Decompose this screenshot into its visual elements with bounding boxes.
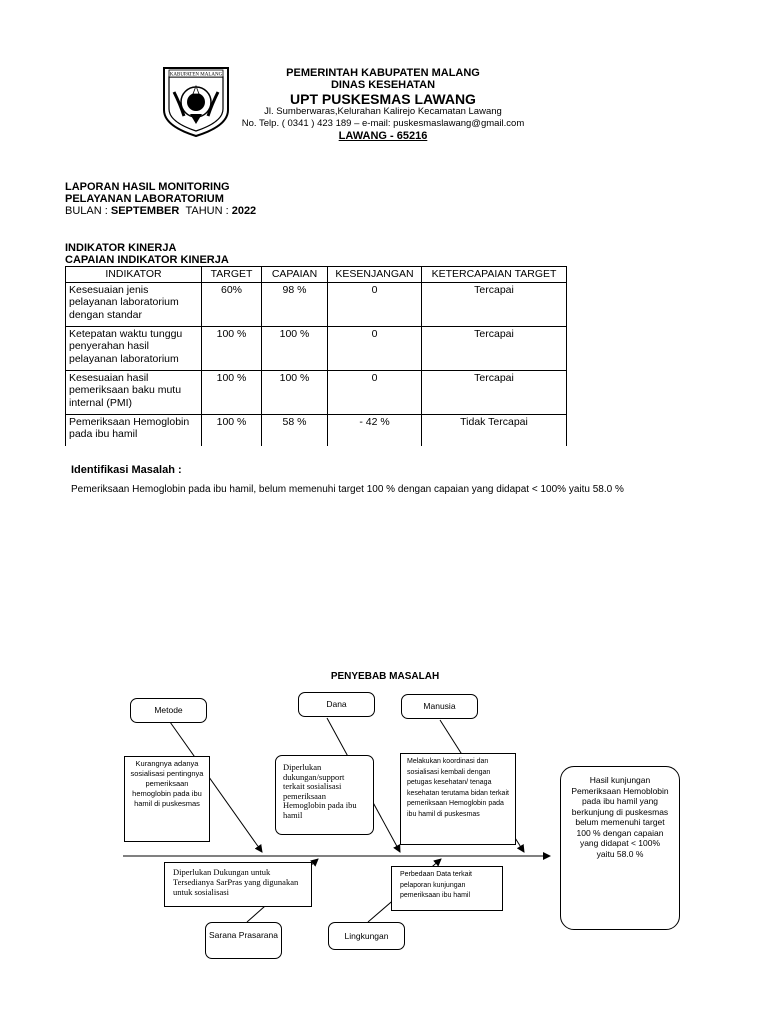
identifikasi-text: Pemeriksaan Hemoglobin pada ibu hamil, belum memenuhi target 100 % dengan capaian yang didapat < 100% yaitu 58.0 %: [71, 484, 624, 495]
report-title-2: PELAYANAN LABORATORIUM: [65, 193, 224, 205]
cell-capaian: 98 %: [262, 282, 328, 326]
header-city: LAWANG - 65216: [338, 130, 428, 142]
effect-box: Hasil kunjungan Pemeriksaan Hemoblobin pada ibu hamil yang berkunjung di puskesmas belum memenuhi target 100 % dengan capaian yang didapat < 100% yaitu 58.0 %: [560, 766, 680, 930]
cell-ketercapaian: Tidak Tercapai: [422, 414, 567, 446]
header-contact: No. Telp. ( 0341 ) 423 189 – e-mail: puskesmaslawang@gmail.com: [241, 118, 525, 129]
cell-indikator: Ketepatan waktu tunggu penyerahan hasil pelayanan laboratorium: [66, 326, 202, 370]
header-ketercapaian: KETERCAPAIAN TARGET: [422, 267, 567, 283]
diagram-title: PENYEBAB MASALAH: [330, 671, 440, 682]
bulan-value: SEPTEMBER: [110, 205, 180, 217]
header-kesenjangan: KESENJANGAN: [328, 267, 422, 283]
cell-target: 100 %: [202, 414, 262, 446]
header-target: TARGET: [202, 267, 262, 283]
category-metode: Metode: [130, 698, 207, 723]
cell-ketercapaian: Tercapai: [422, 282, 567, 326]
header-puskesmas: UPT PUSKESMAS LAWANG: [290, 91, 476, 107]
cell-indikator: Kesesuaian jenis pelayanan laboratorium dengan standar: [66, 282, 202, 326]
bulan-label: BULAN :: [65, 205, 108, 217]
cause-dana: Diperlukan dukungan/support terkait sosialisasi pemeriksaan Hemoglobin pada ibu hamil: [275, 755, 374, 835]
category-dana: Dana: [298, 692, 375, 717]
cell-target: 60%: [202, 282, 262, 326]
cause-sarana: Diperlukan Dukungan untuk Tersedianya SarPras yang digunakan untuk sosialisasi: [164, 862, 312, 907]
cause-metode: Kurangnya adanya sosialisasi pentingnya pemeriksaan hemoglobin pada ibu hamil di puskesmas: [124, 756, 210, 842]
category-manusia: Manusia: [401, 694, 478, 719]
cause-manusia: Melakukan koordinasi dan sosialisasi kembali dengan petugas kesehatan/ tenaga kesehatan terutama bidan terkait pemeriksaan Hemoglobin pada ibu hamil di puskesmas: [400, 753, 516, 845]
header-government: PEMERINTAH KABUPATEN MALANG: [286, 67, 480, 79]
tahun-value: 2022: [231, 205, 257, 217]
logo-text: KABUPATEN MALANG: [169, 72, 223, 78]
section-indikator: INDIKATOR KINERJA: [65, 242, 177, 254]
header-capaian: CAPAIAN: [262, 267, 328, 283]
cell-kesenjangan: 0: [328, 326, 422, 370]
cell-capaian: 100 %: [262, 370, 328, 414]
cell-kesenjangan: - 42 %: [328, 414, 422, 446]
cell-indikator: Pemeriksaan Hemoglobin pada ibu hamil: [66, 414, 202, 446]
cell-capaian: 58 %: [262, 414, 328, 446]
category-lingkungan: Lingkungan: [328, 922, 405, 950]
report-title-1: LAPORAN HASIL MONITORING: [65, 181, 230, 193]
cell-target: 100 %: [202, 370, 262, 414]
header-indikator: INDIKATOR: [66, 267, 202, 283]
cell-ketercapaian: Tercapai: [422, 326, 567, 370]
cell-capaian: 100 %: [262, 326, 328, 370]
cause-lingkungan: Perbedaan Data terkait pelaporan kunjungan pemeriksaan ibu hamil: [391, 866, 503, 911]
cell-target: 100 %: [202, 326, 262, 370]
cell-indikator: Kesesuaian hasil pemeriksaan baku mutu internal (PMI): [66, 370, 202, 414]
tahun-label: TAHUN :: [185, 205, 229, 217]
section-capaian: CAPAIAN INDIKATOR KINERJA: [65, 254, 229, 266]
header-address: Jl. Sumberwaras,Kelurahan Kalirejo Kecamatan Lawang: [264, 106, 502, 117]
category-sarana: Sarana Prasarana: [205, 922, 282, 959]
header-department: DINAS KESEHATAN: [330, 79, 436, 91]
cell-kesenjangan: 0: [328, 370, 422, 414]
cell-kesenjangan: 0: [328, 282, 422, 326]
identifikasi-heading: Identifikasi Masalah :: [71, 464, 182, 476]
cell-ketercapaian: Tercapai: [422, 370, 567, 414]
